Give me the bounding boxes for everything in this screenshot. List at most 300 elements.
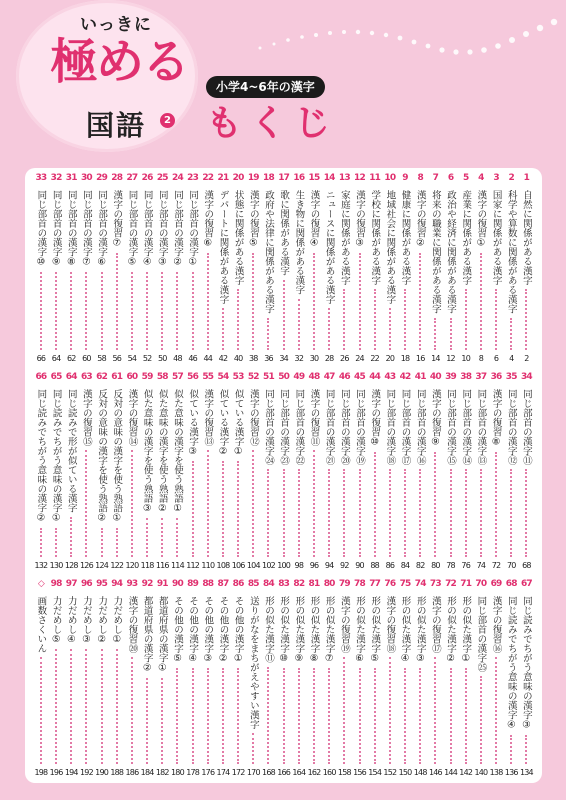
entry-page-number: 78 — [446, 561, 455, 570]
entry-number: 58 — [156, 372, 168, 382]
dotted-leader — [116, 649, 118, 764]
entry-number: 80 — [323, 579, 335, 589]
entry-title: 漢字の復習⑧ — [490, 389, 502, 448]
dotted-leader — [313, 253, 315, 351]
toc-entry — [397, 371, 412, 571]
dotted-leader — [283, 280, 285, 351]
entry-title: 同じ部首の漢字⑧ — [65, 190, 77, 268]
entry-title: 地域社会に関係がある漢字 — [384, 190, 396, 304]
toc-entry — [473, 172, 488, 364]
entry-page-number: 128 — [64, 561, 78, 570]
entry-title: 似ている漢字① — [232, 389, 244, 457]
toc-entry — [246, 578, 261, 778]
dotted-leader — [252, 253, 254, 351]
entry-page-number: 154 — [368, 768, 382, 777]
entry-number: 93 — [126, 579, 138, 589]
entry-title: 漢字の復習① — [475, 190, 487, 249]
toc-entry — [337, 371, 352, 571]
toc-entry — [352, 172, 367, 364]
entry-page-number: 4 — [509, 354, 514, 363]
entry-number: 78 — [354, 579, 365, 589]
dotted-leader — [450, 318, 452, 351]
toc-entry — [246, 371, 261, 571]
toc-entry — [519, 371, 534, 571]
entry-number: 10 — [384, 173, 396, 183]
dotted-leader — [40, 528, 42, 558]
entry-page-number: 74 — [476, 561, 486, 570]
series-title-main: 極める — [50, 34, 189, 90]
toc-entry — [488, 172, 503, 364]
entry-page-number: 184 — [140, 768, 154, 777]
entry-number: 76 — [384, 579, 396, 589]
entry-number: 8 — [417, 173, 423, 183]
toc-entry — [170, 172, 185, 364]
entry-title: 同じ部首の漢字⑮ — [445, 389, 457, 465]
entry-title: 力だめし② — [96, 596, 108, 645]
dotted-leader — [343, 657, 345, 764]
entry-number: 41 — [414, 372, 426, 382]
entry-page-number: 36 — [264, 354, 273, 363]
dotted-leader — [161, 678, 163, 765]
toc-entry — [49, 371, 64, 571]
entry-number: 39 — [445, 372, 457, 382]
entry-title: 画数さくいん — [35, 596, 47, 653]
entry-title: 漢字の復習⑩ — [369, 389, 381, 448]
entry-number: 71 — [460, 579, 472, 589]
entry-number: 96 — [80, 579, 92, 589]
entry-title: その他の漢字④ — [187, 596, 199, 664]
dotted-leader — [465, 469, 467, 557]
entry-number: 51 — [263, 372, 274, 382]
toc-entry — [428, 172, 443, 364]
toc-entry — [413, 172, 428, 364]
entry-page-number: 192 — [79, 768, 93, 777]
entry-title: 政府や法律に関係がある漢字 — [262, 190, 274, 314]
entry-page-number: 178 — [186, 768, 200, 777]
entry-page-number: 186 — [125, 768, 139, 777]
entry-title: デパートに関係がある漢字 — [217, 190, 229, 304]
dotted-leader — [510, 318, 512, 351]
toc-entry — [504, 371, 519, 571]
entry-title: 同じ読みでちがう意味の漢字④ — [505, 596, 517, 731]
entry-page-number: 120 — [125, 561, 139, 570]
dotted-leader — [55, 528, 57, 558]
dotted-leader — [222, 308, 224, 350]
entry-number: 72 — [445, 579, 457, 589]
dotted-leader — [328, 469, 330, 557]
entry-page-number: 12 — [446, 354, 455, 363]
toc-entry — [306, 578, 321, 778]
entry-number: 47 — [323, 372, 335, 382]
dotted-leader — [434, 318, 436, 351]
toc-entry — [458, 578, 473, 778]
dotted-leader — [40, 272, 42, 351]
toc-panel — [25, 168, 542, 783]
entry-title: その他の漢字⑤ — [171, 596, 183, 664]
entry-title: 形の似た漢字① — [460, 596, 472, 664]
dotted-leader — [101, 649, 103, 764]
toc-section-3 — [33, 578, 534, 778]
entry-title: 同じ部首の漢字㉓ — [278, 389, 290, 465]
entry-title: 同じ部首の漢字⑯ — [414, 389, 426, 465]
entry-number: 6 — [447, 173, 454, 183]
entry-page-number: 190 — [95, 768, 109, 777]
entry-page-number: 156 — [353, 768, 366, 777]
entry-page-number: 60 — [82, 354, 91, 363]
dotted-leader — [85, 272, 87, 351]
toc-entry — [276, 578, 291, 778]
entry-number: 19 — [247, 173, 259, 183]
entry-page-number: 58 — [97, 354, 106, 363]
entry-page-number: 34 — [279, 354, 288, 363]
dotted-leader — [404, 668, 406, 764]
entry-title: 漢字の復習⑤ — [247, 190, 259, 249]
toc-entry — [246, 172, 261, 364]
toc-entry — [504, 172, 519, 364]
entry-title: 家庭に関係がある漢字 — [338, 190, 350, 285]
entry-page-number: 62 — [66, 354, 76, 363]
entry-number: 29 — [96, 173, 108, 183]
entry-number: 55 — [202, 372, 214, 382]
dotted-leader — [131, 450, 133, 557]
page-title: もくじ — [206, 103, 339, 144]
entry-title: 産業に関係がある漢字 — [460, 190, 472, 285]
entry-page-number: 38 — [249, 354, 258, 363]
entry-title: 漢字の復習⑬ — [202, 389, 214, 446]
entry-number: 43 — [384, 372, 396, 382]
toc-entry — [155, 371, 170, 571]
dotted-leader — [55, 272, 57, 351]
entry-number: 50 — [278, 372, 290, 382]
dotted-leader — [359, 253, 361, 351]
entry-number: 64 — [65, 372, 77, 382]
entry-page-number: 114 — [171, 561, 184, 570]
toc-entry — [443, 578, 458, 778]
dotted-leader — [313, 668, 315, 764]
dotted-leader — [222, 668, 224, 764]
dotted-leader — [343, 469, 345, 557]
entry-page-number: 10 — [461, 354, 471, 363]
entry-page-number: 70 — [506, 561, 516, 570]
toc-entry — [322, 578, 337, 778]
entry-page-number: 148 — [413, 768, 427, 777]
entry-title: 同じ部首の漢字⑰ — [399, 389, 411, 465]
toc-entry — [458, 172, 473, 364]
toc-entry — [337, 578, 352, 778]
entry-number: 95 — [96, 579, 108, 589]
entry-page-number: 194 — [64, 768, 78, 777]
entry-title: 都道府県の漢字② — [141, 596, 153, 674]
entry-number: 83 — [278, 579, 290, 589]
entry-number: 20 — [232, 173, 244, 183]
entry-page-number: 100 — [277, 561, 291, 570]
toc-entry — [413, 371, 428, 571]
entry-title: 反対の意味の漢字を使う熟語① — [111, 389, 123, 524]
dotted-leader — [419, 469, 421, 557]
dotted-leader — [313, 450, 315, 557]
dotted-leader — [450, 469, 452, 557]
toc-entry — [124, 578, 139, 778]
entry-number: 18 — [263, 173, 274, 183]
entry-page-number: 42 — [218, 354, 228, 363]
entry-number: 7 — [432, 173, 439, 183]
entry-page-number: 28 — [324, 354, 334, 363]
dotted-leader — [237, 289, 239, 350]
entry-page-number: 160 — [322, 768, 336, 777]
entry-number: 52 — [247, 372, 259, 382]
dotted-leader — [283, 668, 285, 764]
dotted-leader — [207, 253, 209, 351]
entry-title: 同じ部首の漢字⑭ — [460, 389, 472, 465]
toc-entry — [33, 371, 48, 571]
entry-page-number: 158 — [337, 768, 351, 777]
entry-page-number: 72 — [491, 561, 501, 570]
entry-page-number: 126 — [79, 561, 93, 570]
dotted-leader — [480, 253, 482, 351]
entry-page-number: 40 — [233, 354, 243, 363]
entry-page-number: 174 — [216, 768, 230, 777]
toc-entry — [382, 172, 397, 364]
dotted-leader — [404, 289, 406, 350]
entry-page-number: 140 — [474, 768, 488, 777]
entry-title: 似た意味の漢字を使う熟語③ — [141, 389, 153, 514]
entry-number: 23 — [187, 173, 199, 183]
toc-entry — [140, 172, 155, 364]
dotted-leader — [267, 469, 269, 557]
entry-page-number: 106 — [231, 561, 245, 570]
entry-page-number: 6 — [493, 354, 499, 363]
toc-entry — [291, 172, 306, 364]
dotted-leader — [176, 518, 178, 557]
entry-title: 漢字の復習⑳ — [126, 596, 138, 653]
entry-title: その他の漢字① — [232, 596, 244, 664]
entry-title: 漢字の復習⑭ — [126, 389, 138, 446]
toc-entry — [231, 172, 246, 364]
entry-page-number: 180 — [171, 768, 184, 777]
dotted-leader — [70, 272, 72, 351]
entry-title: 同じ部首の漢字⑪ — [520, 389, 532, 465]
entry-title: 同じ部首の漢字⑬ — [475, 389, 487, 465]
dotted-leader — [70, 517, 72, 558]
entry-number: 1 — [523, 173, 530, 183]
entry-page-number: 142 — [459, 768, 473, 777]
entry-number: 17 — [278, 173, 290, 183]
entry-title: 同じ部首の漢字④ — [141, 190, 153, 268]
toc-entry — [428, 578, 443, 778]
entry-title: 同じ部首の漢字③ — [156, 190, 168, 268]
entry-page-number: 122 — [110, 561, 124, 570]
dotted-leader — [450, 668, 452, 764]
entry-number: 66 — [35, 372, 47, 382]
toc-entry — [519, 578, 534, 778]
entry-number: 70 — [475, 579, 487, 589]
entry-title: 漢字の復習⑱ — [384, 596, 396, 653]
entry-title: 漢字の復習⑪ — [308, 389, 320, 446]
entry-number: 25 — [156, 173, 168, 183]
entry-title: 漢字の復習② — [414, 190, 426, 249]
dotted-leader — [116, 253, 118, 351]
entry-number: 40 — [429, 372, 441, 382]
entry-number: 27 — [126, 173, 138, 183]
entry-number: 15 — [308, 173, 320, 183]
toc-entry — [109, 578, 124, 778]
entry-title: 同じ部首の漢字① — [187, 190, 199, 268]
dotted-leader — [343, 289, 345, 350]
entry-number: 33 — [35, 173, 47, 183]
entry-page-number: 48 — [173, 354, 182, 363]
toc-entry — [443, 172, 458, 364]
entry-page-number: 66 — [36, 354, 46, 363]
dotted-leader — [283, 469, 285, 557]
entry-number: 69 — [490, 579, 502, 589]
entry-page-number: 98 — [294, 561, 304, 570]
dotted-leader — [374, 452, 376, 558]
dotted-leader — [146, 272, 148, 351]
decorative-dots — [250, 10, 566, 70]
entry-number: 81 — [308, 579, 320, 589]
dotted-leader — [419, 668, 421, 764]
dotted-leader — [525, 289, 527, 350]
entry-number: 13 — [338, 173, 350, 183]
entry-title: 漢字の復習⑯ — [490, 596, 502, 653]
dotted-leader — [222, 461, 224, 557]
dotted-leader — [101, 528, 103, 558]
entry-number: 28 — [111, 173, 123, 183]
entry-number: 34 — [520, 372, 532, 382]
entry-page-number: 26 — [340, 354, 349, 363]
toc-entry — [140, 371, 155, 571]
entry-page-number: 166 — [277, 768, 291, 777]
entry-page-number: 96 — [309, 561, 319, 570]
entry-number: 45 — [354, 372, 365, 382]
entry-title: 同じ読みでちがう意味の漢字① — [50, 389, 62, 524]
entry-page-number: 52 — [142, 354, 152, 363]
entry-number: 63 — [80, 372, 92, 382]
toc-entry — [337, 172, 352, 364]
entry-number: 73 — [429, 579, 441, 589]
toc-entry — [109, 172, 124, 364]
toc-entry — [200, 578, 215, 778]
entry-number: 56 — [187, 372, 199, 382]
entry-number: 2 — [508, 173, 514, 183]
toc-entry — [352, 371, 367, 571]
entry-title: 同じ部首の漢字㉕ — [475, 596, 487, 672]
series-logo — [16, 0, 198, 152]
entry-title: 同じ部首の漢字㉔ — [262, 389, 274, 465]
entry-title: 都道府県の漢字① — [156, 596, 168, 674]
entry-page-number: 84 — [400, 561, 410, 570]
entry-number: 94 — [111, 579, 123, 589]
dotted-leader — [434, 657, 436, 764]
dotted-leader — [116, 528, 118, 558]
entry-title: 反対の意味の漢字を使う熟語② — [96, 389, 108, 524]
entry-number: 59 — [141, 372, 153, 382]
entry-number: 36 — [490, 372, 502, 382]
toc-entry — [49, 172, 64, 364]
dotted-leader — [176, 272, 178, 351]
dotted-leader — [70, 649, 72, 764]
entry-page-number: 56 — [112, 354, 122, 363]
dotted-leader — [131, 272, 133, 351]
entry-title: 形の似た漢字④ — [399, 596, 411, 664]
entry-title: 漢字の復習③ — [354, 190, 366, 249]
series-title-sub: 国語 — [86, 109, 147, 142]
entry-page-number: 182 — [155, 768, 169, 777]
entry-title: 同じ部首の漢字② — [171, 190, 183, 268]
series-title-top: いっきに — [80, 15, 152, 35]
entry-page-number: 80 — [431, 561, 440, 570]
dotted-leader — [101, 272, 103, 351]
entry-number: 77 — [369, 579, 381, 589]
entry-number: 30 — [80, 173, 92, 183]
entry-number: 9 — [402, 173, 408, 183]
entry-page-number: 108 — [216, 561, 230, 570]
entry-title: 生き物に関係がある漢字 — [293, 190, 305, 295]
entry-title: その他の漢字② — [217, 596, 229, 664]
entry-page-number: 146 — [428, 768, 442, 777]
entry-number: 86 — [232, 579, 244, 589]
toc-entry — [458, 371, 473, 571]
toc-entry — [79, 371, 94, 571]
toc-entry — [488, 578, 503, 778]
dotted-leader — [480, 676, 482, 764]
entry-number: 48 — [308, 372, 320, 382]
entry-title: 将来の職業に関係がある漢字 — [429, 190, 441, 314]
entry-page-number: 110 — [201, 561, 215, 570]
entry-page-number: 46 — [188, 354, 197, 363]
entry-title: 形の似た漢字⑧ — [308, 596, 320, 664]
entry-number: 32 — [50, 173, 62, 183]
entry-page-number: 132 — [34, 561, 48, 570]
entry-title: 同じ部首の漢字⑲ — [354, 389, 366, 465]
entry-title: 力だめし③ — [80, 596, 92, 645]
toc-entry — [306, 172, 321, 364]
entry-title: 同じ部首の漢字⑩ — [35, 190, 47, 268]
entry-page-number: 32 — [294, 354, 304, 363]
entry-page-number: 136 — [504, 768, 518, 777]
toc-entry — [215, 578, 230, 778]
entry-page-number: 18 — [400, 354, 410, 363]
entry-title: 同じ部首の漢字㉒ — [293, 389, 305, 465]
toc-entry — [94, 578, 109, 778]
dotted-leader — [404, 469, 406, 557]
dotted-leader — [237, 461, 239, 557]
entry-title: 国家に関係がある漢字 — [490, 190, 502, 285]
entry-title: ニュースに関係がある漢字 — [323, 190, 335, 304]
entry-number: 79 — [338, 579, 350, 589]
dotted-leader — [480, 469, 482, 557]
entry-page-number: 90 — [355, 561, 364, 570]
entry-number: 14 — [323, 173, 335, 183]
dotted-leader — [495, 452, 497, 558]
entry-title: 同じ部首の漢字⑦ — [80, 190, 92, 268]
entry-title: 形の似た漢字⑤ — [369, 596, 381, 664]
entry-page-number: 16 — [415, 354, 425, 363]
toc-entry — [443, 371, 458, 571]
entry-title: 同じ部首の漢字⑥ — [96, 190, 108, 268]
entry-page-number: 104 — [246, 561, 260, 570]
entry-number: 68 — [505, 579, 517, 589]
dotted-leader — [207, 668, 209, 764]
dotted-leader — [525, 735, 527, 765]
toc-entry — [276, 172, 291, 364]
dotted-leader — [55, 649, 57, 764]
toc-entry — [49, 578, 64, 778]
dotted-leader — [146, 678, 148, 765]
dotted-leader — [207, 450, 209, 557]
entry-page-number: 134 — [519, 768, 533, 777]
entry-page-number: 150 — [398, 768, 412, 777]
